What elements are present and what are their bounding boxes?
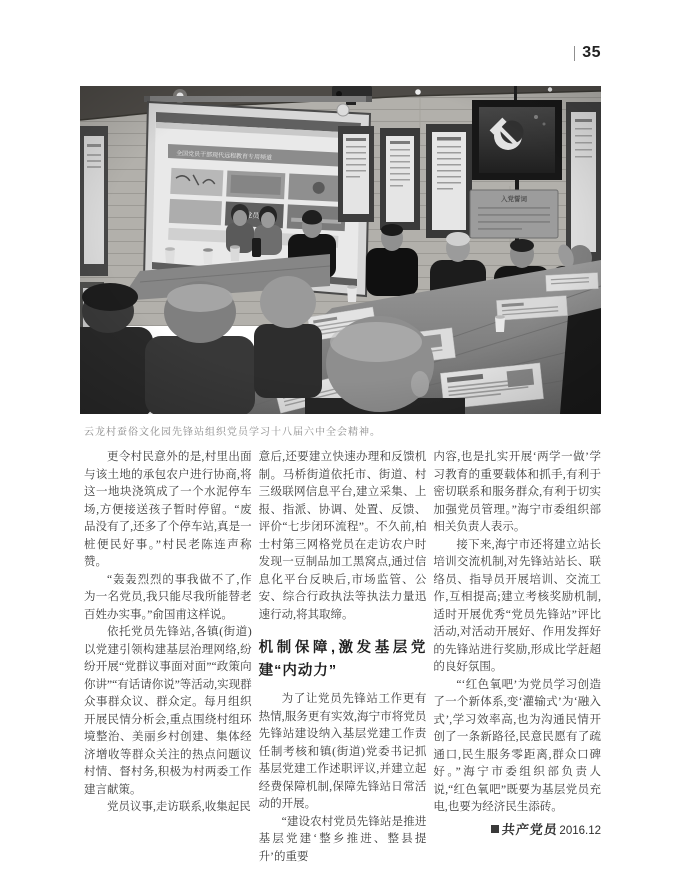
paragraph: “轰轰烈烈的事我做不了,作为一名党员,我只能尽我所能替老百姓办实事。”俞国甫这样说。: [84, 573, 252, 621]
magazine-logo-text: 共产党员: [501, 822, 560, 837]
article-column-1: [84, 449, 252, 866]
paragraph: 为了让党员先锋站工作更有热情,服务更有实效,海宁市将党员先锋站建设纳入基层党建工作责任制考核和镇(街道)党委书记抓基层党建工作述职评议,并建立起经费保障机制,保障先锋站日常活动的开展。: [258, 693, 427, 810]
paragraph: 更令村民意外的是,村里出面与该土地的承包农户进行协商,将这一地块浇筑成了一个水泥停车场,方便接送孩子暂时停留。“废品没有了,还多了个停车站,真是一桩便民好事。”村民老陈连声称赞。: [84, 451, 252, 568]
photo-vignette: [80, 86, 601, 414]
paragraph: 内容,也是扎实开展‘两学一做’学习教育的重要载体和抓手,有利于密切联系和服务群众,有利于切实加强党员管理。”海宁市委组织部相关负责人表示。: [433, 451, 602, 533]
paragraph: “建设农村党员先锋站是推进基层党建‘整乡推进、整县提升’的重要: [258, 815, 427, 863]
page-number-value: 35: [582, 44, 601, 61]
paragraph: 接下来,海宁市还将建立站长培训交流机制,对先锋站站长、联络员、指导员开展培训、交流工作,互相提高;建立考核奖励机制,适时开展优秀“党员先锋站”评比活动,对活动开展好、作用发挥好的先锋站进行奖励,形成比学赶超的良好氛围。: [433, 538, 602, 673]
issue-date: 2016.12: [559, 825, 601, 837]
article-body: [84, 449, 601, 866]
meeting-photo: [80, 86, 601, 414]
magazine-logo-icon: [491, 825, 499, 833]
photo-caption: 云龙村蚕俗文化园先锋站组织党员学习十八届六中全会精神。: [84, 427, 381, 438]
meeting-photo-illustration: [80, 86, 601, 414]
paragraph: 党员议事,走访联系,收集起民: [107, 801, 251, 813]
section-heading: 机制保障,激发基层党建“内动力”: [258, 640, 427, 679]
paragraph: “‘红色氧吧’为党员学习创造了一个新体系,变‘灌输式’为‘融入式’,学习效率高,也为沟通民情开创了一条新路径,民意民愿有了疏通口,民生服务零距离,群众口碑好。”海宁市委组织部负责人说,“红色氧吧”既要为基层党员充电,也要为经济民生添砖。: [433, 678, 602, 813]
paragraph: 依托党员先锋站,各镇(街道)以党建引领构建基层治理网络,纷纷开展“党群议事面对面”“政策向你讲”“有话请你说”等活动,实现群众事群众议、群众定。每月组织开展民情分析会,重点围绕村组环境整治、美丽乡村创建、集体经济增收等群众关注的热点问题议村情、督村务,积极为村两委工作建言献策。: [84, 626, 252, 796]
magazine-footer: [491, 819, 601, 838]
page-number-divider: [574, 46, 576, 61]
paragraph: 意后,还要建立快速办理和反馈机制。马桥街道依托市、街道、村三级联网信息平台,建立采集、上报、指派、协调、处置、反馈、评价“七步闭环流程”。不久前,柏士村第三网格党员在走访农户时发现一豆制品加工黑窝点,通过信息化平台反映后,市场监管、公安、综合行政执法等执法力量迅速行动,将其取缔。: [258, 451, 427, 621]
article-column-2: [259, 449, 427, 866]
page-number: [574, 44, 601, 62]
article-column-3: [433, 449, 601, 866]
